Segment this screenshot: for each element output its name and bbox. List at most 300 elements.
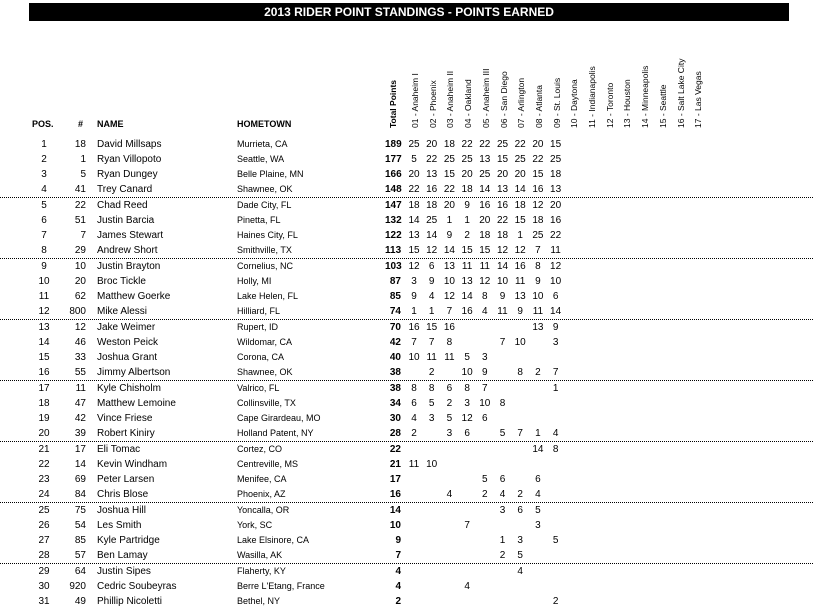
- number-cell: 42: [74, 413, 86, 424]
- round-points-cell: 5: [535, 505, 541, 516]
- round-points-cell: 2: [482, 489, 488, 500]
- round-points-cell: 14: [443, 245, 455, 256]
- round-points-cell: 12: [532, 200, 544, 211]
- name-cell: Kyle Chisholm: [97, 383, 161, 394]
- round-points-cell: 25: [479, 169, 491, 180]
- round-points-cell: 8: [552, 444, 559, 455]
- hometown-cell: Shawnee, OK: [237, 367, 293, 377]
- round-points-cell: 3: [464, 398, 470, 409]
- round-points-cell: 13: [426, 169, 438, 180]
- pos-cell: 15: [38, 352, 50, 363]
- total-cell: 74: [389, 306, 401, 317]
- round-header: 16 - Salt Lake City: [675, 58, 686, 128]
- round-points-cell: 22: [443, 184, 455, 195]
- hometown-cell: Holland Patent, NY: [237, 428, 314, 438]
- round-points-cell: 2: [446, 398, 453, 409]
- round-points-cell: 15: [514, 215, 526, 226]
- hometown-cell: York, SC: [237, 520, 273, 530]
- pos-cell: 9: [41, 261, 47, 272]
- name-cell: Joshua Hill: [97, 505, 146, 516]
- round-points-cell: 5: [411, 154, 417, 165]
- number-cell: 54: [74, 520, 86, 531]
- table-row: [0, 503, 813, 518]
- name-cell: Kevin Windham: [97, 459, 168, 470]
- number-cell: 22: [74, 200, 86, 211]
- total-cell: 113: [385, 245, 402, 256]
- round-points-cell: 7: [464, 520, 470, 531]
- round-points-cell: 10: [479, 398, 491, 409]
- total-cell: 103: [385, 261, 402, 272]
- table-row: [0, 487, 813, 503]
- round-points-cell: 1: [464, 215, 470, 226]
- round-points-cell: 5: [428, 398, 435, 409]
- total-cell: 132: [385, 215, 402, 226]
- hometown-cell: Collinsville, TX: [237, 398, 296, 408]
- round-points-cell: 10: [514, 337, 526, 348]
- table-row: [0, 137, 813, 152]
- number-cell: 14: [74, 459, 86, 470]
- round-points-cell: 16: [496, 200, 509, 211]
- hometown-header: HOMETOWN: [237, 119, 292, 129]
- number-cell: 1: [80, 154, 86, 165]
- round-points-cell: 20: [550, 200, 562, 211]
- number-cell: 47: [74, 398, 86, 409]
- pos-cell: 1: [41, 139, 47, 150]
- round-points-cell: 25: [496, 139, 509, 150]
- round-header: 02 - Phoenix: [427, 80, 438, 128]
- table-row: [0, 533, 813, 548]
- total-cell: 38: [389, 367, 401, 378]
- round-points-cell: 7: [411, 337, 417, 348]
- number-cell: 5: [80, 169, 86, 180]
- round-points-cell: 8: [411, 383, 417, 394]
- hometown-cell: Belle Plaine, MN: [237, 169, 304, 179]
- name-cell: Cedric Soubeyras: [97, 581, 177, 592]
- round-points-cell: 22: [426, 154, 438, 165]
- round-header: 06 - San Diego: [498, 71, 509, 128]
- total-cell: 189: [385, 139, 402, 150]
- round-points-cell: 9: [446, 230, 453, 241]
- table-row: [0, 472, 813, 487]
- round-points-cell: 22: [532, 154, 544, 165]
- table-row: [0, 167, 813, 182]
- number-cell: 64: [74, 566, 86, 577]
- name-cell: Jake Weimer: [97, 322, 156, 333]
- round-points-cell: 2: [499, 550, 506, 561]
- table-row: [0, 411, 813, 426]
- number-cell: 39: [74, 428, 86, 439]
- number-cell: 69: [74, 474, 86, 485]
- round-points-cell: 22: [408, 184, 420, 195]
- name-cell: Matthew Goerke: [97, 291, 171, 302]
- round-points-cell: 25: [550, 154, 562, 165]
- name-cell: Andrew Short: [97, 245, 158, 256]
- total-points-header: Total Points: [388, 79, 398, 128]
- round-points-cell: 7: [446, 306, 453, 317]
- round-points-cell: 9: [535, 276, 541, 287]
- table-row: [0, 274, 813, 289]
- pos-cell: 3: [41, 169, 47, 180]
- total-cell: 38: [389, 383, 401, 394]
- round-points-cell: 20: [408, 169, 420, 180]
- name-cell: Justin Sipes: [97, 566, 151, 577]
- pos-cell: 25: [38, 505, 50, 516]
- hometown-cell: Cornelius, NC: [237, 261, 294, 271]
- round-points-cell: 5: [499, 428, 506, 439]
- pos-cell: 11: [38, 291, 50, 302]
- hometown-cell: Shawnee, OK: [237, 184, 293, 194]
- number-cell: 49: [74, 596, 86, 607]
- hometown-cell: Phoenix, AZ: [237, 489, 286, 499]
- hometown-cell: Holly, MI: [237, 276, 272, 286]
- pos-cell: 5: [41, 200, 47, 211]
- round-points-cell: 20: [443, 200, 455, 211]
- pos-cell: 28: [38, 550, 50, 561]
- round-points-cell: 13: [532, 322, 544, 333]
- round-points-cell: 4: [411, 413, 417, 424]
- total-cell: 70: [389, 322, 401, 333]
- total-cell: 30: [389, 413, 401, 424]
- round-points-cell: 22: [550, 230, 562, 241]
- number-cell: 62: [74, 291, 86, 302]
- name-cell: Joshua Grant: [97, 352, 158, 363]
- round-points-cell: 4: [535, 489, 541, 500]
- round-header: 17 - Las Vegas: [693, 71, 704, 128]
- round-points-cell: 8: [428, 383, 435, 394]
- round-points-cell: 15: [443, 169, 455, 180]
- round-header: 12 - Toronto: [604, 82, 615, 128]
- round-points-cell: 5: [517, 550, 523, 561]
- name-cell: David Millsaps: [97, 139, 162, 150]
- hometown-cell: Dade City, FL: [237, 200, 292, 210]
- round-points-cell: 11: [497, 306, 508, 317]
- number-cell: 18: [74, 139, 86, 150]
- hometown-cell: Valrico, FL: [237, 383, 280, 393]
- round-points-cell: 6: [517, 505, 523, 516]
- name-cell: Chris Blose: [97, 489, 149, 500]
- round-points-cell: 4: [446, 489, 453, 500]
- round-points-cell: 6: [482, 413, 488, 424]
- table-row: [0, 381, 813, 396]
- hometown-cell: Flaherty, KY: [237, 566, 286, 576]
- number-cell: 46: [74, 337, 86, 348]
- round-points-cell: 4: [482, 306, 488, 317]
- round-header: 07 - Arlington: [516, 77, 527, 128]
- round-points-cell: 10: [550, 276, 562, 287]
- round-header: 11 - Indianapolis: [587, 66, 597, 128]
- pos-cell: 27: [38, 535, 50, 546]
- round-points-cell: 14: [550, 306, 562, 317]
- round-points-cell: 8: [499, 398, 506, 409]
- name-cell: Eli Tomac: [97, 444, 141, 455]
- round-points-cell: 12: [461, 413, 473, 424]
- table-row: [0, 426, 813, 442]
- pos-cell: 29: [38, 566, 50, 577]
- round-points-cell: 6: [499, 474, 506, 485]
- round-points-cell: 12: [443, 291, 455, 302]
- round-points-cell: 14: [496, 261, 509, 272]
- round-points-cell: 25: [461, 154, 473, 165]
- round-points-cell: 11: [444, 352, 455, 363]
- round-points-cell: 15: [461, 245, 473, 256]
- number-cell: 41: [74, 184, 86, 195]
- round-header: 01 - Anaheim I: [410, 73, 420, 128]
- round-points-cell: 16: [550, 215, 562, 226]
- number-cell: 55: [74, 367, 86, 378]
- round-points-cell: 1: [535, 428, 541, 439]
- table-row: [0, 350, 813, 365]
- round-points-cell: 9: [411, 291, 417, 302]
- number-cell: 29: [74, 245, 86, 256]
- round-points-cell: 4: [517, 566, 523, 577]
- total-cell: 85: [389, 291, 401, 302]
- table-row: [0, 152, 813, 167]
- round-points-cell: 11: [426, 352, 437, 363]
- pos-cell: 18: [38, 398, 50, 409]
- round-points-cell: 7: [482, 383, 488, 394]
- name-cell: Justin Barcia: [97, 215, 155, 226]
- round-points-cell: 2: [428, 367, 435, 378]
- round-points-cell: 22: [461, 139, 473, 150]
- pos-cell: 6: [41, 215, 47, 226]
- hometown-cell: Bethel, NY: [237, 596, 281, 606]
- round-points-cell: 3: [411, 276, 417, 287]
- table-row: [0, 594, 813, 609]
- pos-cell: 20: [38, 428, 50, 439]
- round-points-cell: 10: [461, 367, 473, 378]
- round-points-cell: 22: [514, 139, 526, 150]
- round-points-cell: 15: [408, 245, 420, 256]
- name-cell: Ryan Villopoto: [97, 154, 162, 165]
- pos-cell: 19: [38, 413, 50, 424]
- table-row: [0, 564, 813, 579]
- table-row: [0, 182, 813, 198]
- round-points-cell: 9: [464, 200, 470, 211]
- name-cell: Chad Reed: [97, 200, 148, 211]
- round-points-cell: 13: [550, 184, 562, 195]
- round-points-cell: 18: [496, 230, 509, 241]
- pos-cell: 7: [41, 230, 47, 241]
- table-row: [0, 289, 813, 304]
- round-points-cell: 20: [532, 139, 544, 150]
- total-cell: 122: [385, 230, 402, 241]
- total-cell: 147: [385, 200, 402, 211]
- round-points-cell: 13: [514, 291, 526, 302]
- round-header: 10 - Daytona: [569, 79, 580, 128]
- total-cell: 2: [395, 596, 401, 607]
- name-cell: Peter Larsen: [97, 474, 155, 485]
- round-points-cell: 9: [552, 322, 559, 333]
- table-row: [0, 457, 813, 472]
- round-points-cell: 3: [446, 428, 453, 439]
- round-points-cell: 9: [517, 306, 523, 317]
- total-cell: 40: [389, 352, 401, 363]
- number-cell: 20: [74, 276, 86, 287]
- round-points-cell: 7: [552, 367, 559, 378]
- number-cell: 7: [80, 230, 86, 241]
- pos-cell: 17: [38, 383, 50, 394]
- round-points-cell: 2: [517, 489, 523, 500]
- pos-cell: 21: [38, 444, 50, 455]
- round-points-cell: 18: [550, 169, 562, 180]
- hometown-cell: Haines City, FL: [237, 230, 298, 240]
- total-cell: 10: [389, 520, 401, 531]
- round-points-cell: 3: [482, 352, 488, 363]
- round-points-cell: 18: [479, 230, 491, 241]
- round-points-cell: 18: [514, 200, 526, 211]
- round-points-cell: 18: [532, 215, 544, 226]
- round-points-cell: 20: [426, 139, 438, 150]
- round-points-cell: 18: [408, 200, 420, 211]
- round-points-cell: 6: [464, 428, 470, 439]
- number-cell: 10: [74, 261, 86, 272]
- total-cell: 9: [395, 535, 401, 546]
- hometown-cell: Lake Elsinore, CA: [237, 535, 310, 545]
- total-cell: 4: [395, 581, 401, 592]
- round-header: 09 - St. Louis: [551, 77, 562, 128]
- hometown-cell: Hilliard, FL: [237, 306, 281, 316]
- name-cell: Broc Tickle: [97, 276, 146, 287]
- hometown-cell: Wasilla, AK: [237, 550, 283, 560]
- round-points-cell: 15: [426, 322, 438, 333]
- round-points-cell: 20: [496, 169, 509, 180]
- name-cell: Vince Friese: [97, 413, 153, 424]
- round-points-cell: 15: [532, 169, 544, 180]
- table-row: [0, 259, 813, 274]
- round-points-cell: 12: [550, 261, 562, 272]
- hometown-cell: Murrieta, CA: [237, 139, 288, 149]
- pos-cell: 12: [38, 306, 50, 317]
- table-row: [0, 548, 813, 564]
- total-cell: 4: [395, 566, 401, 577]
- round-points-cell: 18: [426, 200, 438, 211]
- table-row: [0, 304, 813, 320]
- total-cell: 17: [389, 474, 401, 485]
- round-points-cell: 8: [517, 367, 523, 378]
- hometown-cell: Corona, CA: [237, 352, 285, 362]
- round-points-cell: 16: [479, 200, 491, 211]
- round-header: 03 - Anaheim II: [445, 70, 456, 128]
- round-points-cell: 11: [479, 261, 490, 272]
- hometown-cell: Cape Girardeau, MO: [237, 413, 321, 423]
- round-points-cell: 7: [535, 245, 541, 256]
- name-cell: Matthew Lemoine: [97, 398, 176, 409]
- pos-cell: 30: [38, 581, 50, 592]
- hometown-cell: Centreville, MS: [237, 459, 299, 469]
- round-points-cell: 18: [461, 184, 473, 195]
- total-cell: 28: [389, 428, 401, 439]
- pos-cell: 10: [38, 276, 50, 287]
- table-row: [0, 518, 813, 533]
- round-points-cell: 9: [482, 367, 488, 378]
- round-points-cell: 2: [464, 230, 470, 241]
- round-points-cell: 22: [496, 215, 509, 226]
- round-points-cell: 1: [552, 383, 559, 394]
- round-points-cell: 10: [426, 459, 438, 470]
- round-points-cell: 1: [499, 535, 506, 546]
- round-points-cell: 25: [426, 215, 438, 226]
- name-cell: Les Smith: [97, 520, 142, 531]
- total-cell: 14: [389, 505, 401, 516]
- hometown-cell: Rupert, ID: [237, 322, 279, 332]
- total-cell: 166: [385, 169, 402, 180]
- total-cell: 177: [385, 154, 402, 165]
- round-points-cell: 14: [408, 215, 420, 226]
- round-points-cell: 11: [514, 276, 526, 287]
- total-cell: 87: [389, 276, 401, 287]
- standings-table: [0, 137, 813, 609]
- round-points-cell: 16: [532, 184, 544, 195]
- total-cell: 7: [395, 550, 401, 561]
- round-points-cell: 2: [535, 367, 541, 378]
- round-points-cell: 15: [550, 139, 562, 150]
- round-points-cell: 6: [535, 474, 541, 485]
- round-points-cell: 16: [443, 322, 455, 333]
- round-points-cell: 15: [479, 245, 491, 256]
- hometown-cell: Seattle, WA: [237, 154, 285, 164]
- number-cell: 12: [74, 322, 86, 333]
- number-cell: 51: [74, 215, 86, 226]
- hometown-cell: Smithville, TX: [237, 245, 292, 255]
- round-header: 14 - Minneapolis: [640, 65, 651, 128]
- round-points-cell: 7: [517, 428, 523, 439]
- round-points-cell: 25: [408, 139, 420, 150]
- round-header: 08 - Atlanta: [533, 84, 544, 128]
- round-points-cell: 14: [461, 291, 473, 302]
- pos-cell: 13: [38, 322, 50, 333]
- name-cell: Mike Alessi: [97, 306, 148, 317]
- round-points-cell: 11: [532, 306, 544, 317]
- pos-cell: 31: [38, 596, 50, 607]
- hometown-cell: Yoncalla, OR: [237, 505, 290, 515]
- round-points-cell: 12: [408, 261, 420, 272]
- round-points-cell: 7: [499, 337, 506, 348]
- table-row: [0, 365, 813, 381]
- round-points-cell: 2: [411, 428, 417, 439]
- round-points-cell: 12: [426, 245, 438, 256]
- round-points-cell: 13: [443, 261, 455, 272]
- number-cell: 17: [74, 444, 86, 455]
- round-points-cell: 12: [514, 245, 526, 256]
- name-cell: Trey Canard: [97, 184, 153, 195]
- pos-cell: 26: [38, 520, 50, 531]
- number-cell: 33: [74, 352, 86, 363]
- round-points-cell: 3: [517, 535, 523, 546]
- round-points-cell: 13: [496, 184, 509, 195]
- table-row: [0, 579, 813, 594]
- round-header: 04 - Oakland: [463, 79, 474, 128]
- round-points-cell: 13: [408, 230, 420, 241]
- round-points-cell: 1: [446, 215, 453, 226]
- round-points-cell: 11: [461, 261, 473, 272]
- round-points-cell: 4: [499, 489, 506, 500]
- round-points-cell: 4: [464, 581, 470, 592]
- hometown-cell: Cortez, CO: [237, 444, 283, 454]
- round-points-cell: 9: [499, 291, 506, 302]
- number-cell: 75: [74, 505, 86, 516]
- hometown-cell: Berre L'Etang, France: [237, 581, 325, 591]
- table-row: [0, 442, 813, 457]
- round-points-cell: 6: [411, 398, 417, 409]
- round-points-cell: 14: [479, 184, 491, 195]
- round-points-cell: 3: [428, 413, 435, 424]
- round-points-cell: 14: [426, 230, 438, 241]
- round-points-cell: 8: [535, 261, 541, 272]
- round-points-cell: 1: [428, 306, 435, 317]
- round-points-cell: 11: [550, 245, 561, 256]
- number-cell: 85: [74, 535, 86, 546]
- table-row: [0, 335, 813, 350]
